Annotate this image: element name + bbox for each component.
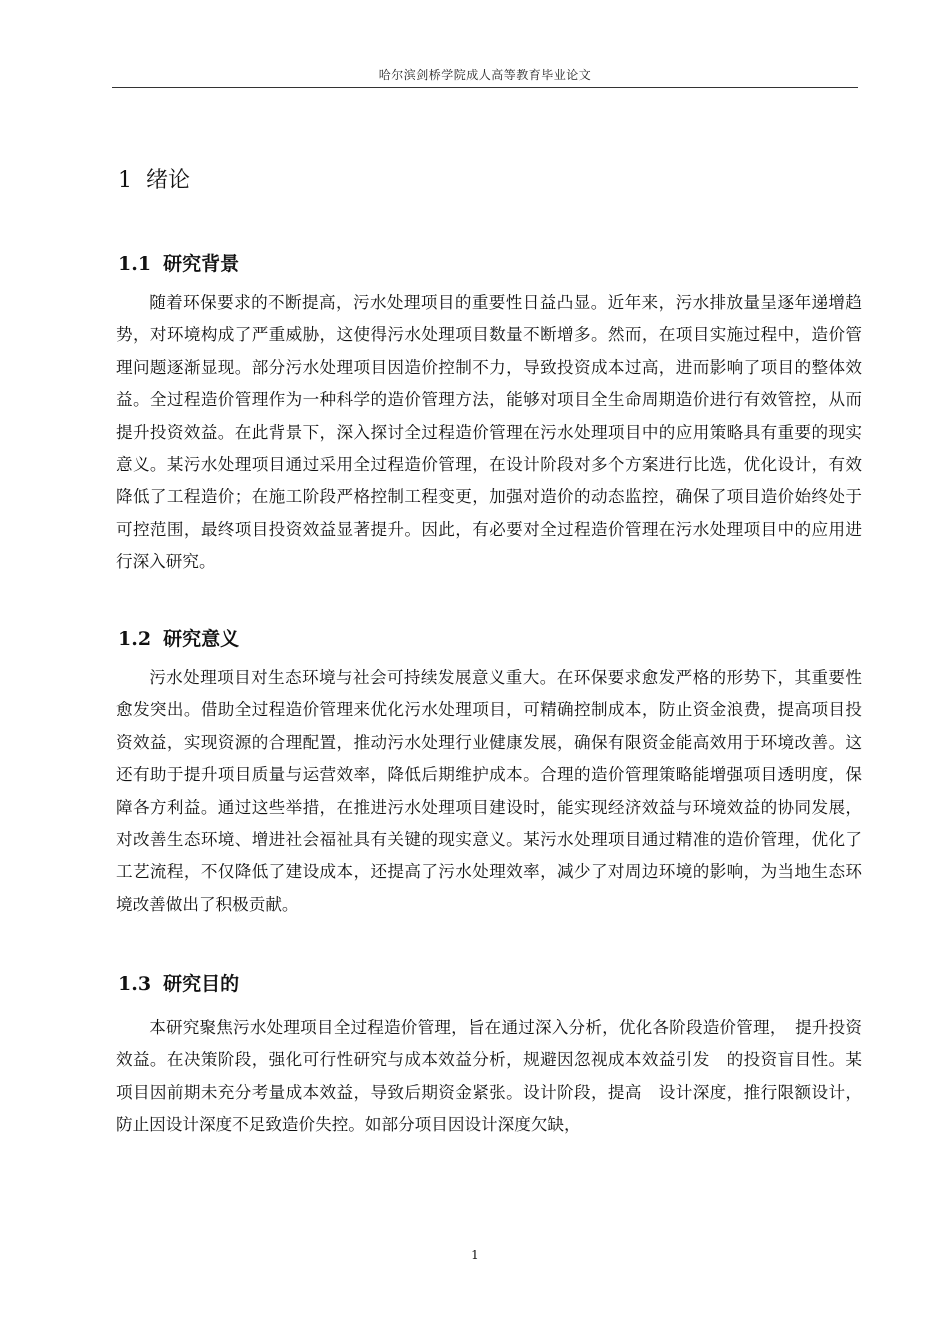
section-title-text: 研究目的 [163, 973, 240, 995]
chapter-title [118, 163, 190, 194]
running-header: 哈尔滨剑桥学院成人高等教育毕业论文 [378, 68, 592, 82]
section-title-purpose [118, 969, 239, 996]
page-number: 1 [471, 1248, 479, 1262]
paragraph-purpose: 本研究聚焦污水处理项目全过程造价管理，旨在通过深入分析，优化各阶段造价管理， 提升投资效益。在决策阶段，强化可行性研究与成本效益分析，规避因忽视成本效益引发 的投资盲目性。某项目因前期未充分考量成本效益，导致后期资金紧张。设计阶段，提高 设计深度，推行限额设计，防止因设计深度不足致造价失控。如部分项目因设计深度欠缺， [116, 1018, 862, 1135]
section-title-background [118, 249, 239, 276]
section-number: 1.1 [118, 253, 152, 275]
section-title-text: 研究背景 [163, 253, 240, 275]
section-number: 1.3 [118, 973, 152, 995]
header-divider [112, 87, 858, 88]
section-number: 1.2 [118, 628, 152, 650]
section-title-text: 研究意义 [163, 628, 240, 650]
paragraph-background: 随着环保要求的不断提高，污水处理项目的重要性日益凸显。近年来，污水排放量呈逐年递增趋势，对环境构成了严重威胁，这使得污水处理项目数量不断增多。然而，在项目实施过程中，造价管理问题逐渐显现。部分污水处理项目因造价控制不力，导致投资成本过高，进而影响了项目的整体效益。全过程造价管理作为一种科学的造价管理方法，能够对项目全生命周期造价进行有效管控，从而提升投资效益。在此背景下，深入探讨全过程造价管理在污水处理项目中的应用策略具有重要的现实意义。某污水处理项目通过采用全过程造价管理，在设计阶段对多个方案进行比选，优化设计，有效降低了工程造价；在施工阶段严格控制工程变更，加强对造价的动态监控，确保了项目造价始终处于可控范围，最终项目投资效益显著提升。因此，有必要对全过程造价管理在污水处理项目中的应用进行深入研究。 [116, 293, 862, 572]
chapter-number: 1 [118, 168, 132, 193]
section-title-significance [118, 624, 239, 651]
paragraph-significance: 污水处理项目对生态环境与社会可持续发展意义重大。在环保要求愈发严格的形势下，其重要性愈发突出。借助全过程造价管理来优化污水处理项目，可精确控制成本，防止资金浪费，提高项目投资效益，实现资源的合理配置，推动污水处理行业健康发展，确保有限资金能高效用于环境改善。这还有助于提升项目质量与运营效率，降低后期维护成本。合理的造价管理策略能增强项目透明度，保障各方利益。通过这些举措，在推进污水处理项目建设时，能实现经济效益与环境效益的协同发展，对改善生态环境、增进社会福祉具有关键的现实意义。某污水处理项目通过精准的造价管理，优化了工艺流程，不仅降低了建设成本，还提高了污水处理效率，减少了对周边环境的影响，为当地生态环境改善做出了积极贡献。 [116, 668, 862, 914]
chapter-title-text: 绪论 [146, 168, 191, 193]
